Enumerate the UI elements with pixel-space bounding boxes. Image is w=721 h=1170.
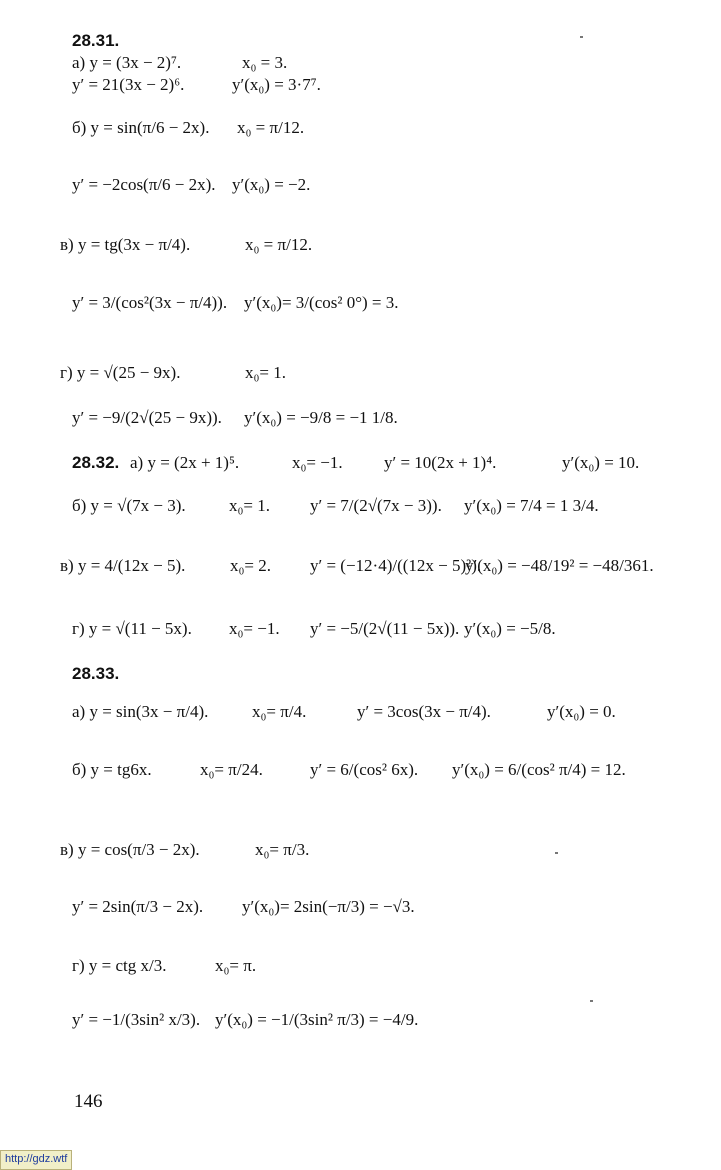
math-expression: x₀= 1.	[245, 363, 287, 382]
math-expression: x₀= π/3.	[255, 840, 310, 859]
math-expression: y′(x₀) = 6/(cos² π/4) = 12.	[452, 760, 626, 779]
math-expression: 28.32.	[72, 453, 120, 472]
math-expression: y′ = 6/(cos² 6x).	[310, 760, 419, 779]
math-expression: y′ = 10(2x + 1)⁴.	[384, 453, 497, 472]
math-expression: x₀= −1.	[229, 619, 280, 638]
math-expression: x₀ = 3.	[242, 53, 288, 72]
math-expression: y′ = 21(3x − 2)⁶.	[72, 75, 185, 94]
math-expression: а) y = (3x − 2)⁷.	[72, 53, 182, 72]
math-expression: x₀= −1.	[292, 453, 343, 472]
math-expression: y′ = (−12·4)/((12x − 5)²).	[310, 556, 482, 575]
math-expression: y′(x₀) = 3·7⁷.	[232, 75, 321, 94]
math-expression: а) y = (2x + 1)⁵.	[130, 453, 240, 472]
math-expression: y′(x₀) = 7/4 = 1 3/4.	[464, 496, 599, 515]
math-expression: x₀= π.	[215, 956, 257, 975]
page-number: 146	[74, 1091, 103, 1112]
math-expression: x₀= 1.	[229, 496, 271, 515]
math-expression: y′(x₀)= 2sin(−π/3) = −√3.	[242, 897, 415, 916]
math-expression: x₀ = π/12.	[237, 118, 305, 137]
math-expression: y′ = −1/(3sin² x/3).	[72, 1010, 201, 1029]
math-expression: y′(x₀) = −5/8.	[464, 619, 556, 638]
math-expression: б) y = √(7x − 3).	[72, 496, 186, 515]
scan-speck	[590, 1000, 593, 1002]
math-expression: y′(x₀) = −2.	[232, 175, 311, 194]
math-expression: б) y = sin(π/6 − 2x).	[72, 118, 210, 137]
math-expression: 28.31.	[72, 31, 120, 50]
math-expression: y′ = 2sin(π/3 − 2x).	[72, 897, 204, 916]
math-expression: в) y = tg(3x − π/4).	[60, 235, 191, 254]
math-expression: г) y = √(11 − 5x).	[72, 619, 192, 638]
math-expression: y′(x₀) = −48/19² = −48/361.	[465, 556, 654, 575]
math-expression: y′ = −9/(2√(25 − 9x)).	[72, 408, 222, 427]
math-expression: x₀= π/4.	[252, 702, 307, 721]
math-expression: y′ = −2cos(π/6 − 2x).	[72, 175, 216, 194]
math-expression: 28.33.	[72, 664, 120, 683]
math-expression: y′ = 3cos(3x − π/4).	[357, 702, 491, 721]
math-expression: y′ = −5/(2√(11 − 5x)).	[310, 619, 460, 638]
math-expression: x₀= 2.	[230, 556, 272, 575]
math-expression: а) y = sin(3x − π/4).	[72, 702, 209, 721]
math-expression: y′ = 3/(cos²(3x − π/4)).	[72, 293, 228, 312]
math-expression: г) y = √(25 − 9x).	[60, 363, 181, 382]
math-expression: в) y = 4/(12x − 5).	[60, 556, 186, 575]
math-expression: г) y = ctg x/3.	[72, 956, 167, 975]
math-expression: x₀ = π/12.	[245, 235, 313, 254]
scan-speck	[555, 852, 558, 854]
math-expression: y′(x₀) = −9/8 = −1 1/8.	[244, 408, 398, 427]
math-expression: x₀= π/24.	[200, 760, 263, 779]
math-expression: y′(x₀)= 3/(cos² 0°) = 3.	[244, 293, 399, 312]
math-expression: y′(x₀) = 10.	[562, 453, 640, 472]
footer-url[interactable]: http://gdz.wtf	[0, 1150, 72, 1170]
math-expression: б) y = tg6x.	[72, 760, 152, 779]
scan-speck	[580, 36, 583, 38]
math-expression: y′(x₀) = −1/(3sin² π/3) = −4/9.	[215, 1010, 419, 1029]
math-expression: y′ = 7/(2√(7x − 3)).	[310, 496, 442, 515]
math-expression: в) y = cos(π/3 − 2x).	[60, 840, 200, 859]
math-expression: y′(x₀) = 0.	[547, 702, 616, 721]
